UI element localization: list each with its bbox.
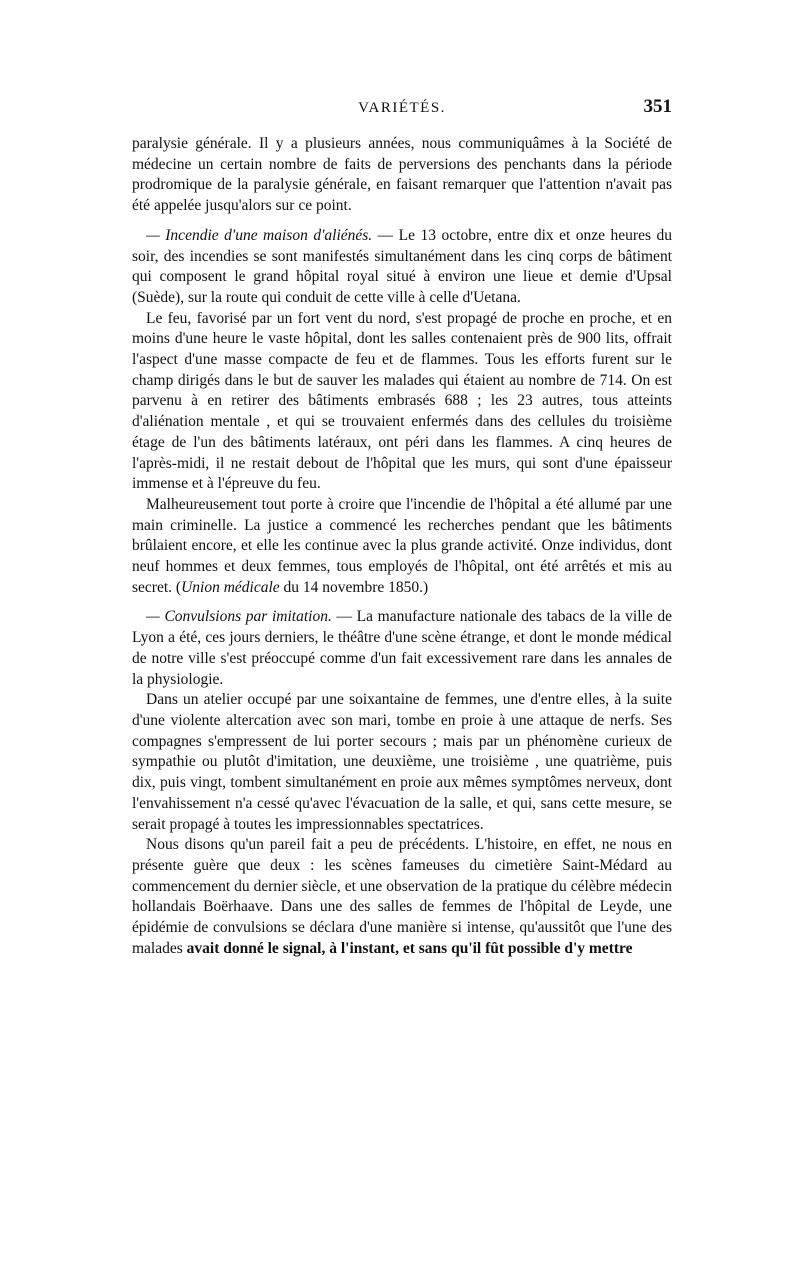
paragraph-text: Malheureusement tout porte à croire que l'incendie de l'hôpital a été allumé par une main criminelle. La justice a commencé les recherches pendant que les bâtiments brûlaient encore, et elle les continue avec la plus grande activité. Onze individus, dont neuf hommes et deux femmes, tous employés de l'hôpital, ont été arrêtés et mis au secret. ( — [132, 495, 672, 596]
paragraph-fire-report — [132, 226, 672, 309]
paragraph-text: — Le 13 octobre, entre dix et onze heures du soir, des incendies se sont manifestés simultanément dans les cinq corps de bâtiment qui composent le grand hôpital royal situé à environ une lieue et demie d'Upsal (Suède), sur la route qui conduit de cette ville à celle d'Uetana. — [132, 226, 672, 306]
page-header — [132, 96, 672, 122]
section-title-convulsions: — Convulsions par imitation. — [146, 608, 332, 626]
paragraph-text: Le feu, favorisé par un fort vent du nord, s'est propagé de proche en proche, et en moins d'une heure le vaste hôpital, dont les salles contenaient près de 900 lits, offrait l'aspect d'une masse compacte de feu et de flammes. Tous les efforts furent sur le champ dirigés dans le but de sauver les malades qui étaient au nombre de 714. On est parvenu à en retirer des bâtiments embrasés 688 ; les 23 autres, tous atteints d'aliénation mentale , et qui se trouvaient enfermés dans des cellules du troisième étage de l'un des bâtiments latéraux, ont péri dans les flammes. A cinq heures de l'après-midi, il ne restait debout de l'hôpital que les murs, qui sont d'une épaisseur immense et à l'épreuve du feu. — [132, 309, 672, 493]
paragraph-fire-cause — [132, 495, 672, 599]
paragraph-text: du 14 novembre 1850.) — [279, 578, 429, 596]
source-citation: Union médicale — [181, 578, 280, 596]
paragraph-continued — [132, 134, 672, 217]
running-head: VARIÉTÉS. — [358, 100, 446, 116]
paragraph-text: Nous disons qu'un pareil fait a peu de précédents. L'histoire, en effet, ne nous en présente guère que deux : les scènes fameuses du cimetière Saint-Médard au commencement du dernier siècle, et une observation de la pratique du célèbre médecin hollandais Boërhaave. Dans une des salles de femmes de l'hôpital de Leyde, une épidémie de convulsions se déclara d'une manière si intense, qu'aussitôt que l'une des malades — [132, 836, 672, 957]
paragraph-fire-spread — [132, 309, 672, 495]
paragraph-text: — La manufacture nationale des tabacs de la ville de Lyon a été, ces jours derniers, le théâtre d'une scène étrange, et dont le monde médical de notre ville s'est préoccupé comme d'un fait excessivement rare dans les annales de la physiologie. — [132, 608, 673, 688]
paragraph-workshop — [132, 690, 672, 835]
book-page — [132, 96, 672, 959]
page-number: 351 — [643, 96, 672, 117]
paragraph-convulsions-report — [132, 607, 672, 690]
paragraph-precedents — [132, 835, 672, 959]
paragraph-text: paralysie générale. Il y a plusieurs années, nous communiquâmes à la Société de médecine un certain nombre de faits de perversions des penchants dans la période prodromique de la paralysie générale, en faisant remarquer que l'attention n'avait pas été appelée jusqu'alors sur ce point. — [132, 135, 672, 215]
paragraph-last-line: avait donné le signal, à l'instant, et sans qu'il fût possible d'y mettre — [186, 939, 633, 957]
section-title-fire: — Incendie d'une maison d'aliénés. — [146, 226, 373, 244]
paragraph-text: Dans un atelier occupé par une soixantaine de femmes, une d'entre elles, à la suite d'une violente altercation avec son mari, tombe en proie à une attaque de nerfs. Ses compagnes s'empressent de lui porter secours ; mais par un phénomène curieux de sympathie ou plutôt d'imitation, une deuxième, une troisième , une quatrième, puis dix, puis vingt, tombent simultanément en proie aux mêmes symptômes nerveux, dont l'envahissement n'a cessé qu'avec l'évacuation de la salle, et qui, sans cette mesure, se serait propagé à toutes les impressionnables spectatrices. — [132, 691, 672, 833]
